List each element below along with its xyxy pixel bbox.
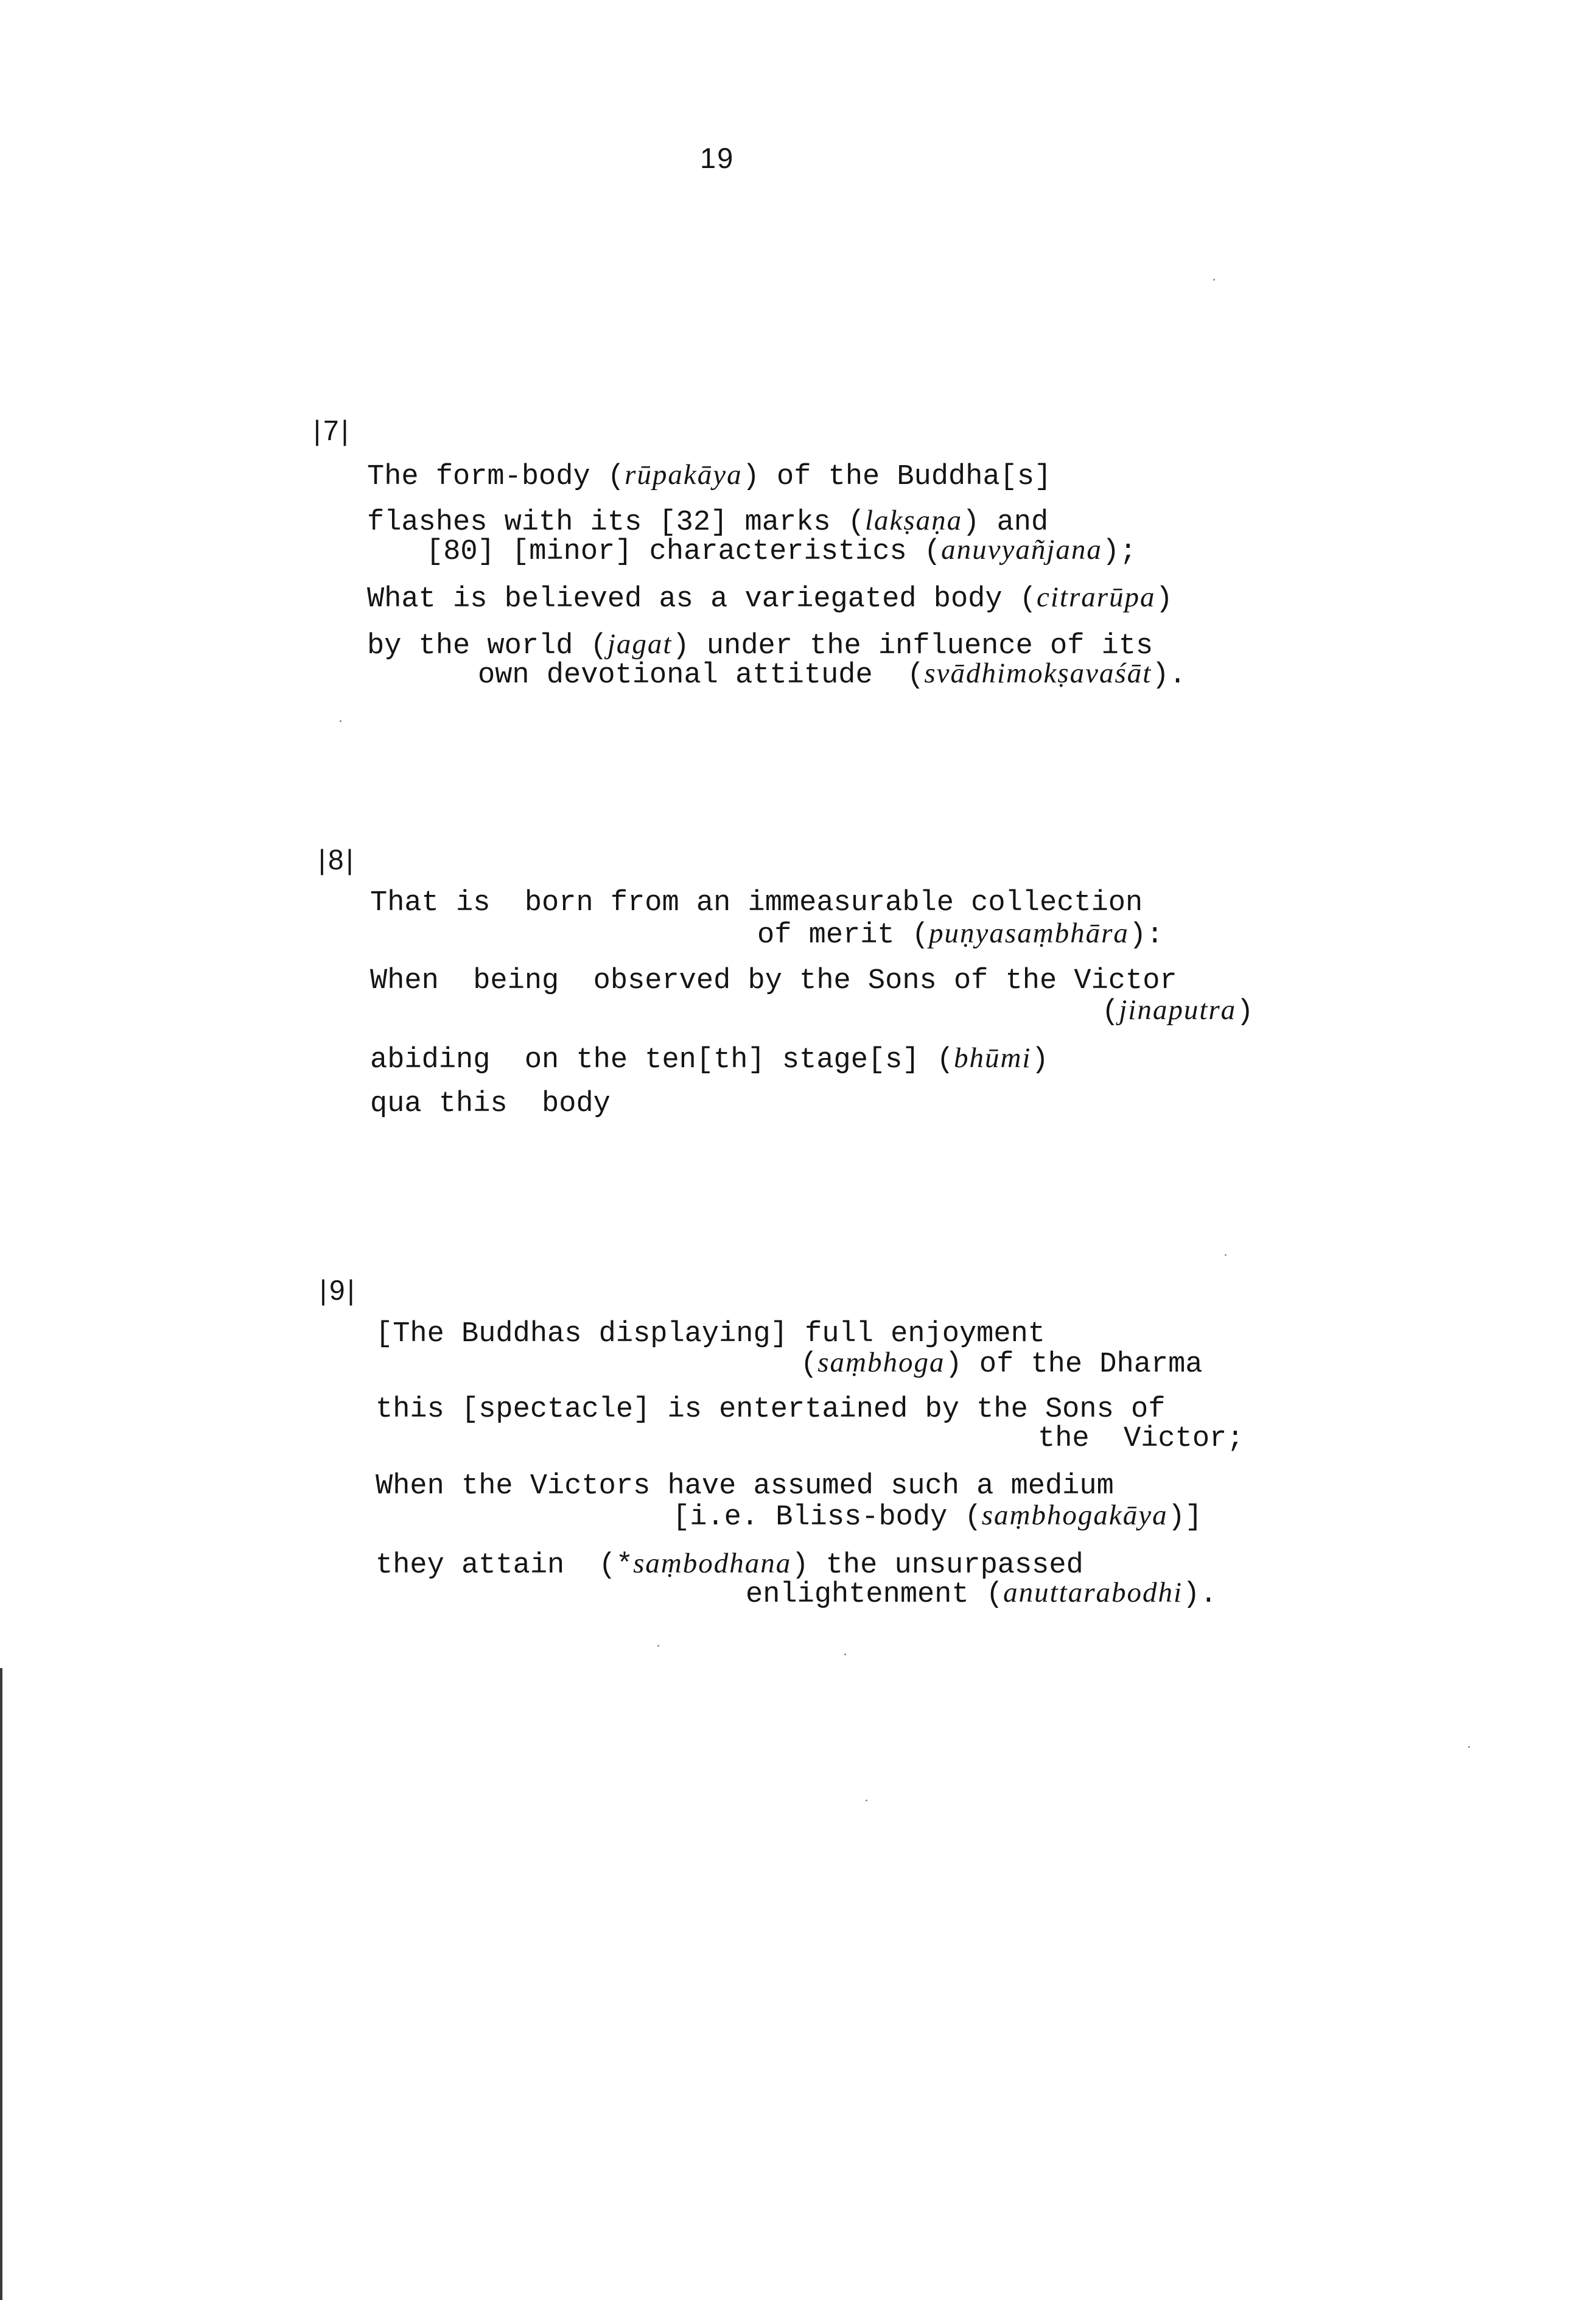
line-text: the Victor; (1038, 1423, 1244, 1455)
sanskrit-term: saṃbhoga (817, 1347, 945, 1378)
verse-7-line-4 (367, 583, 1173, 614)
verse-7-marker: |7| (313, 415, 351, 446)
verse-9-marker: |9| (320, 1274, 357, 1306)
line-text-after: ) of the Dharma (945, 1348, 1203, 1381)
verse-8-line-6 (370, 1090, 611, 1118)
line-text-after: ) (1236, 996, 1254, 1028)
line-text: of merit ( (757, 919, 929, 952)
line-text-after: ). (1152, 659, 1186, 692)
line-text: own devotional attitude ( (478, 659, 925, 692)
line-text: they attain (* (376, 1549, 634, 1582)
sanskrit-term: anuvyañjana (941, 534, 1102, 566)
sanskrit-term: rūpakāya (625, 459, 743, 491)
scan-speck (657, 1645, 659, 1647)
scan-speck (1213, 279, 1215, 281)
line-text-after: ) the unsurpassed (791, 1549, 1083, 1582)
line-text: by the world ( (367, 630, 607, 662)
verse-7-line-2 (367, 507, 1048, 537)
line-text: qua this body (370, 1088, 611, 1120)
sanskrit-term: jagat (607, 628, 673, 660)
sanskrit-term: bhūmi (953, 1042, 1032, 1074)
line-text: When being observed by the Sons of the Victor (370, 965, 1177, 997)
sanskrit-term: jinaputra (1119, 994, 1237, 1026)
verse-7-line-1 (367, 461, 1051, 491)
verse-8-marker: |8| (318, 844, 356, 875)
verse-7-line-6 (478, 659, 1186, 690)
page-number: 19 (700, 142, 735, 174)
line-text: this [spectacle] is entertained by the Sons of (376, 1394, 1166, 1426)
scan-speck (1225, 1254, 1227, 1256)
verse-7-line-3 (426, 536, 1136, 566)
sanskrit-term: anuttarabodhi (1003, 1577, 1183, 1608)
line-text: [80] [minor] characteristics ( (426, 536, 942, 568)
sanskrit-term: puṇyasaṃbhāra (929, 917, 1129, 949)
verse-9-line-6 (673, 1501, 1202, 1532)
line-text: flashes with its [32] marks ( (367, 507, 865, 539)
sanskrit-term: citrarūpa (1036, 581, 1156, 613)
line-text: The form-body ( (367, 461, 625, 493)
scan-edge-line (0, 1668, 2, 2300)
line-text-after: ). (1183, 1579, 1217, 1611)
scan-speck (340, 720, 341, 722)
line-text-after: ) of the Buddha[s] (742, 461, 1052, 493)
sanskrit-term: svādhimokṣavaśāt (924, 657, 1152, 689)
line-text-after: ); (1102, 536, 1137, 568)
line-text: [i.e. Bliss-body ( (673, 1501, 982, 1534)
line-text-after: ) under the influence of its (672, 630, 1153, 662)
verse-9-line-7 (376, 1549, 1083, 1580)
scan-speck (1468, 1746, 1470, 1748)
line-text-after: ) (1031, 1044, 1049, 1076)
line-text: [The Buddhas displaying] full enjoyment (376, 1318, 1045, 1350)
verse-9-line-1 (376, 1320, 1045, 1348)
verse-8-line-3 (370, 967, 1177, 995)
line-text: abiding on the ten[th] stage[s] ( (370, 1044, 954, 1076)
line-text: What is believed as a variegated body ( (367, 583, 1037, 615)
verse-8-line-4 (1102, 996, 1253, 1026)
verse-8-line-1 (370, 889, 1143, 917)
line-text-after: ) (1155, 583, 1173, 615)
sanskrit-term: saṃbhogakāya (981, 1499, 1168, 1531)
line-text-after: ): (1129, 919, 1164, 952)
line-text-after: ) and (962, 507, 1049, 539)
sanskrit-term: saṃbodhana (633, 1548, 792, 1579)
verse-9-line-4 (1038, 1425, 1244, 1453)
verse-8-line-2 (757, 919, 1163, 950)
verse-8-line-5 (370, 1044, 1049, 1075)
scan-speck (844, 1653, 846, 1655)
line-text: That is born from an immeasurable collection (370, 887, 1143, 919)
verse-9-line-2 (800, 1348, 1203, 1379)
line-text: enlightenment ( (746, 1579, 1004, 1611)
scan-speck (866, 1800, 867, 1801)
line-text: ( (800, 1348, 818, 1381)
line-text: When the Victors have assumed such a medium (376, 1470, 1114, 1502)
verse-7-line-5 (367, 630, 1153, 661)
verse-9-line-5 (376, 1472, 1114, 1501)
verse-9-line-3 (376, 1395, 1165, 1424)
verse-9-line-8 (746, 1579, 1217, 1609)
sanskrit-term: lakṣaṇa (864, 505, 963, 536)
line-text: ( (1102, 996, 1119, 1028)
line-text-after: )] (1167, 1501, 1203, 1534)
